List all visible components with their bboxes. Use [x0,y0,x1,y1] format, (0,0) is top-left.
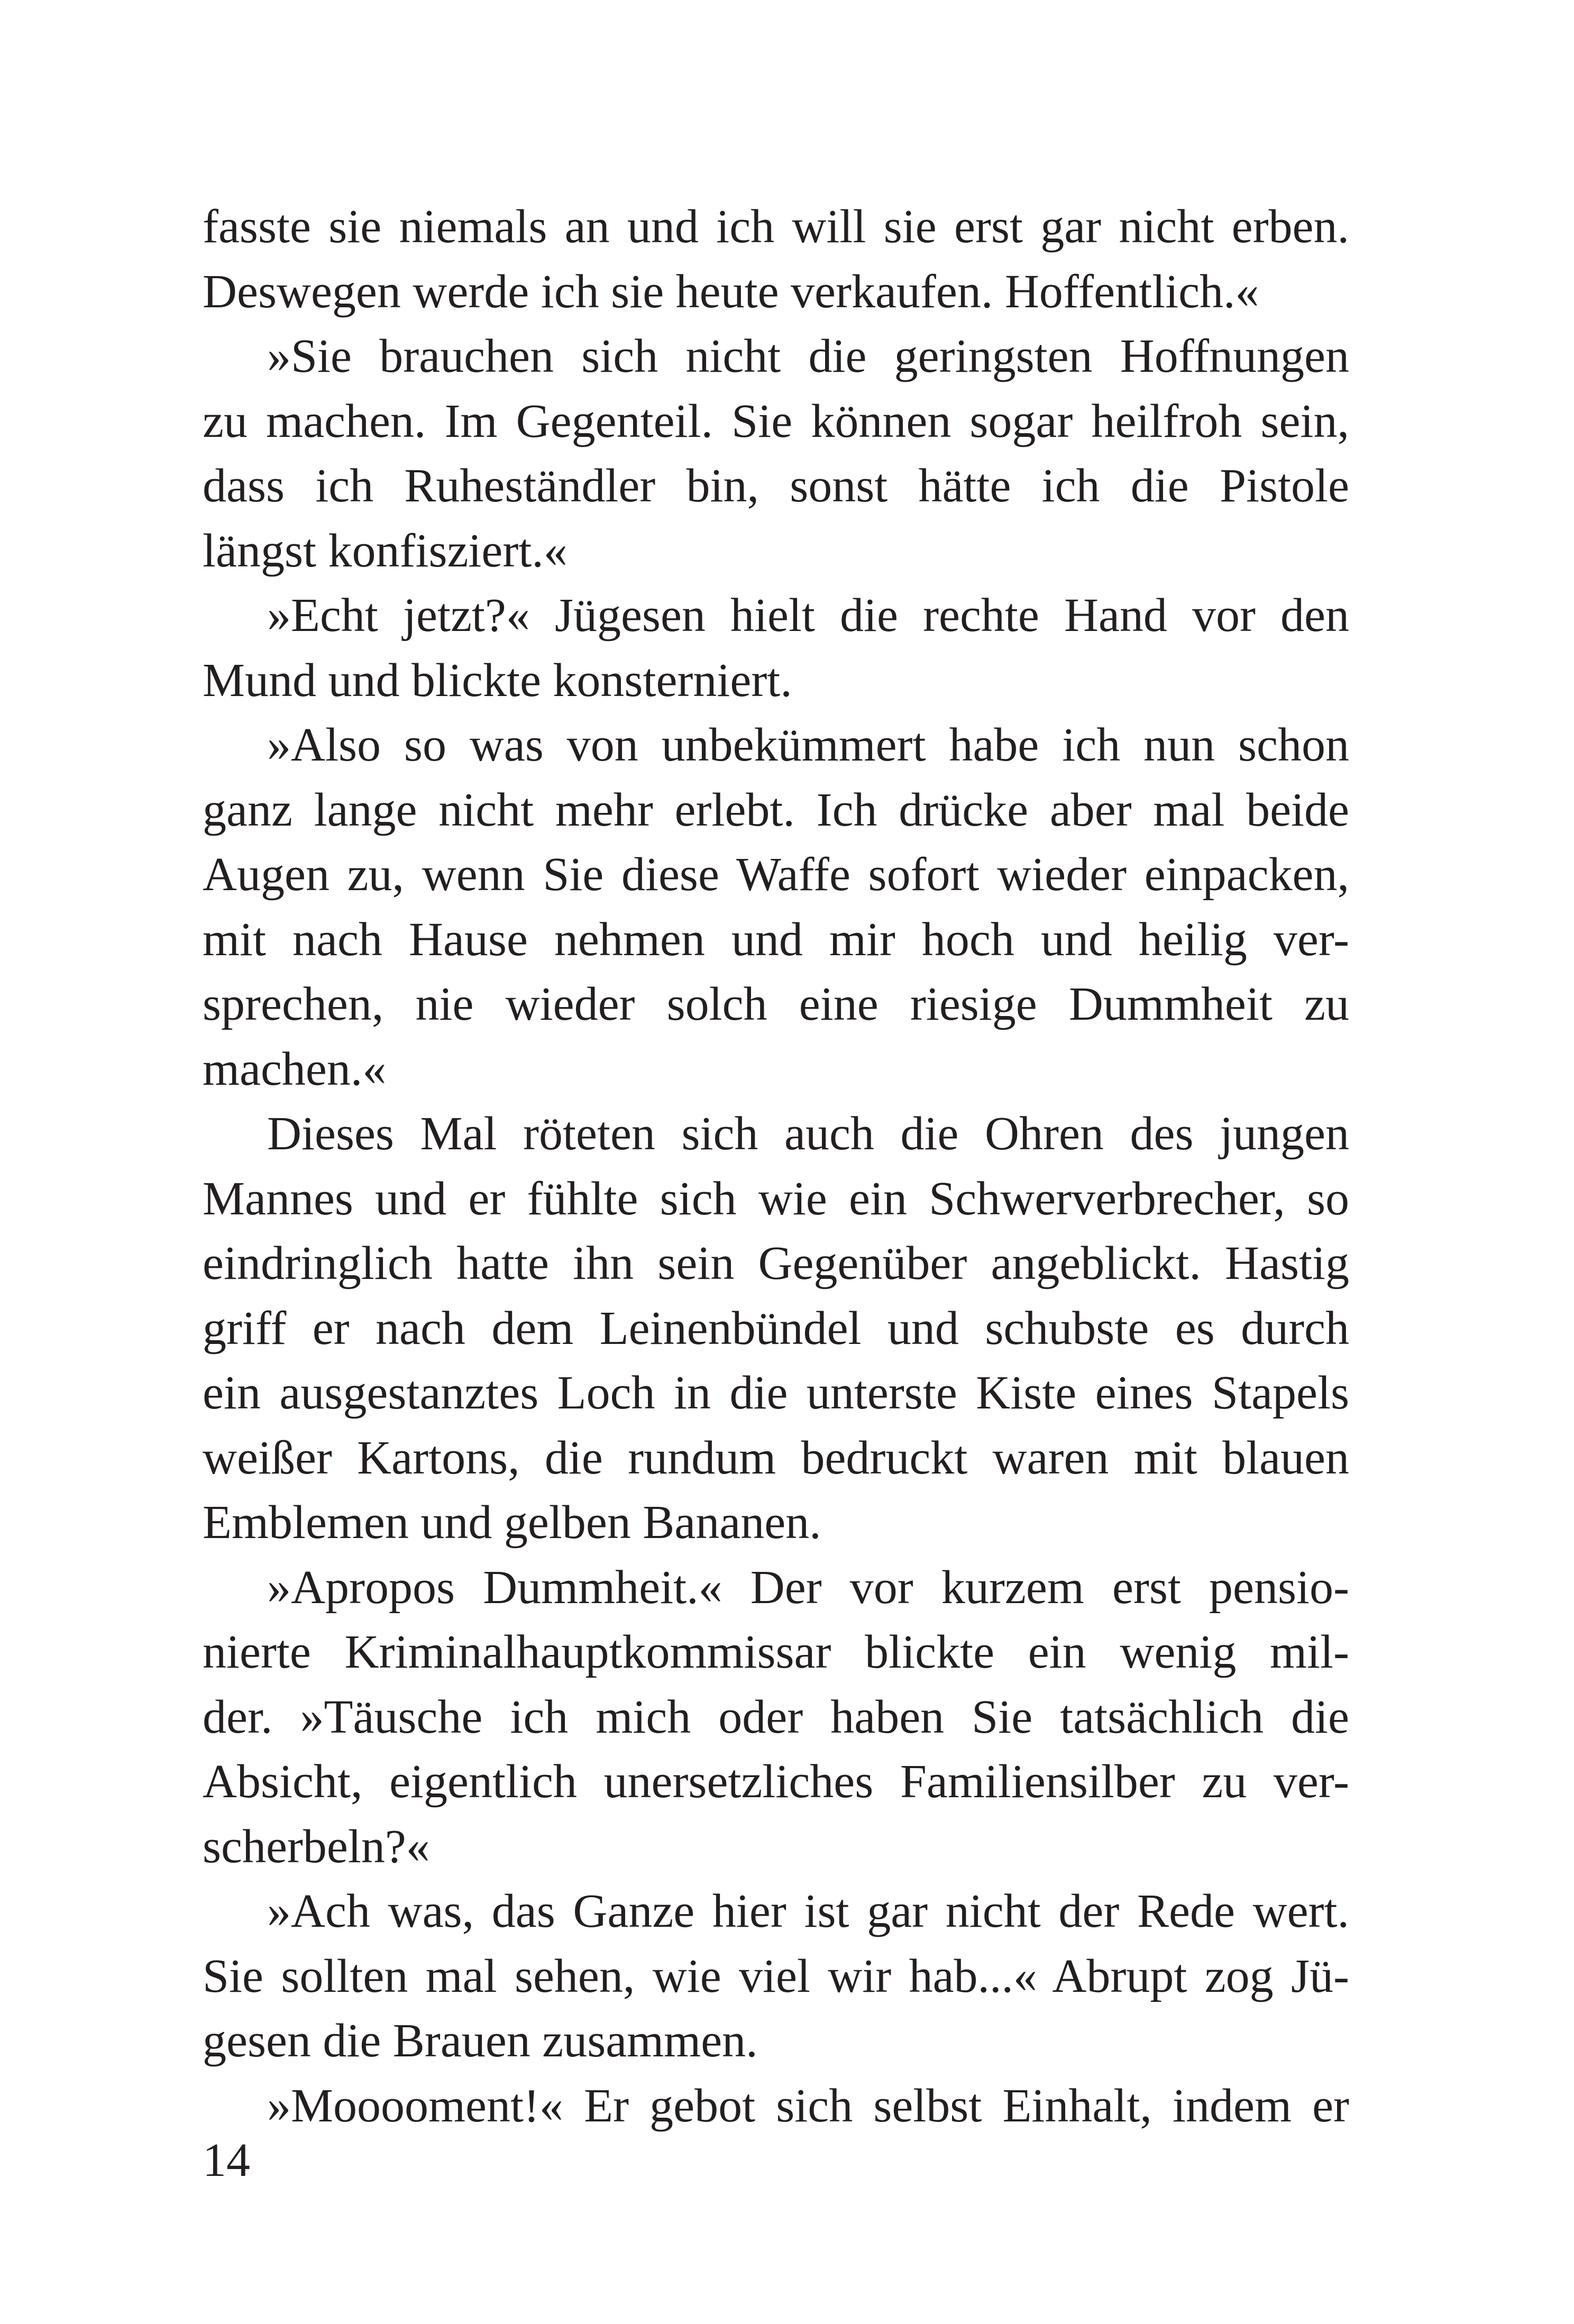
text-line: scherbeln?« [203,1820,430,1873]
text-line: dass ich Ruheständler bin, sonst hätte ich die Pistole [203,460,1349,512]
text-line: »Also so was von unbekümmert habe ich nun schon [267,719,1349,771]
text-line: ein ausgestanztes Loch in die unterste Kiste eines Stapels [203,1367,1349,1419]
text-line: Dieses Mal röteten sich auch die Ohren des jungen [267,1108,1349,1160]
body-text [203,195,1349,2138]
text-line: längst konfisziert.« [203,524,568,577]
text-line: nierte Kriminalhauptkommissar blickte ein wenig mil- [203,1626,1349,1678]
text-line: fasste sie niemals an und ich will sie erst gar nicht erben. [203,200,1349,253]
text-line: gesen die Brauen zusammen. [203,2015,758,2067]
text-line: Deswegen werde ich sie heute verkaufen. Hoffentlich.« [203,265,1259,318]
text-line: eindringlich hatte ihn sein Gegenüber angeblickt. Hastig [203,1237,1349,1289]
text-line: »Mooooment!« Er gebot sich selbst Einhalt, indem er [267,2079,1349,2132]
text-line: »Ach was, das Ganze hier ist gar nicht der Rede wert. [267,1885,1349,1937]
text-line: »Apropos Dummheit.« Der vor kurzem erst pensio- [267,1561,1349,1614]
text-line: ganz lange nicht mehr erlebt. Ich drücke aber mal beide [203,783,1349,836]
text-line: machen.« [203,1042,387,1095]
text-line: griff er nach dem Leinenbündel und schubste es durch [203,1302,1349,1355]
text-line: Mannes und er fühlte sich wie ein Schwerverbrecher, so [203,1172,1349,1225]
text-line: Absicht, eigentlich unersetzliches Familiensilber zu ver- [203,1755,1349,1808]
text-line: zu machen. Im Gegenteil. Sie können sogar heilfroh sein, [203,395,1349,447]
text-line: der. »Täusche ich mich oder haben Sie tatsächlich die [203,1690,1349,1743]
text-line: mit nach Hause nehmen und mir hoch und heilig ver- [203,913,1349,966]
page-number: 14 [203,2134,250,2186]
text-line: Emblemen und gelben Bananen. [203,1496,821,1549]
text-line: »Sie brauchen sich nicht die geringsten Hoffnungen [267,330,1349,382]
text-line: Augen zu, wenn Sie diese Waffe sofort wieder einpacken, [203,848,1349,901]
text-line: sprechen, nie wieder solch eine riesige Dummheit zu [203,978,1349,1030]
text-line: »Echt jetzt?« Jügesen hielt die rechte Hand vor den [267,589,1349,642]
text-line: weißer Kartons, die rundum bedruckt waren mit blauen [203,1431,1349,1484]
text-line: Sie sollten mal sehen, wie viel wir hab...« Abrupt zog Jü- [203,1950,1349,2002]
text-line: Mund und blickte konsterniert. [203,654,792,707]
